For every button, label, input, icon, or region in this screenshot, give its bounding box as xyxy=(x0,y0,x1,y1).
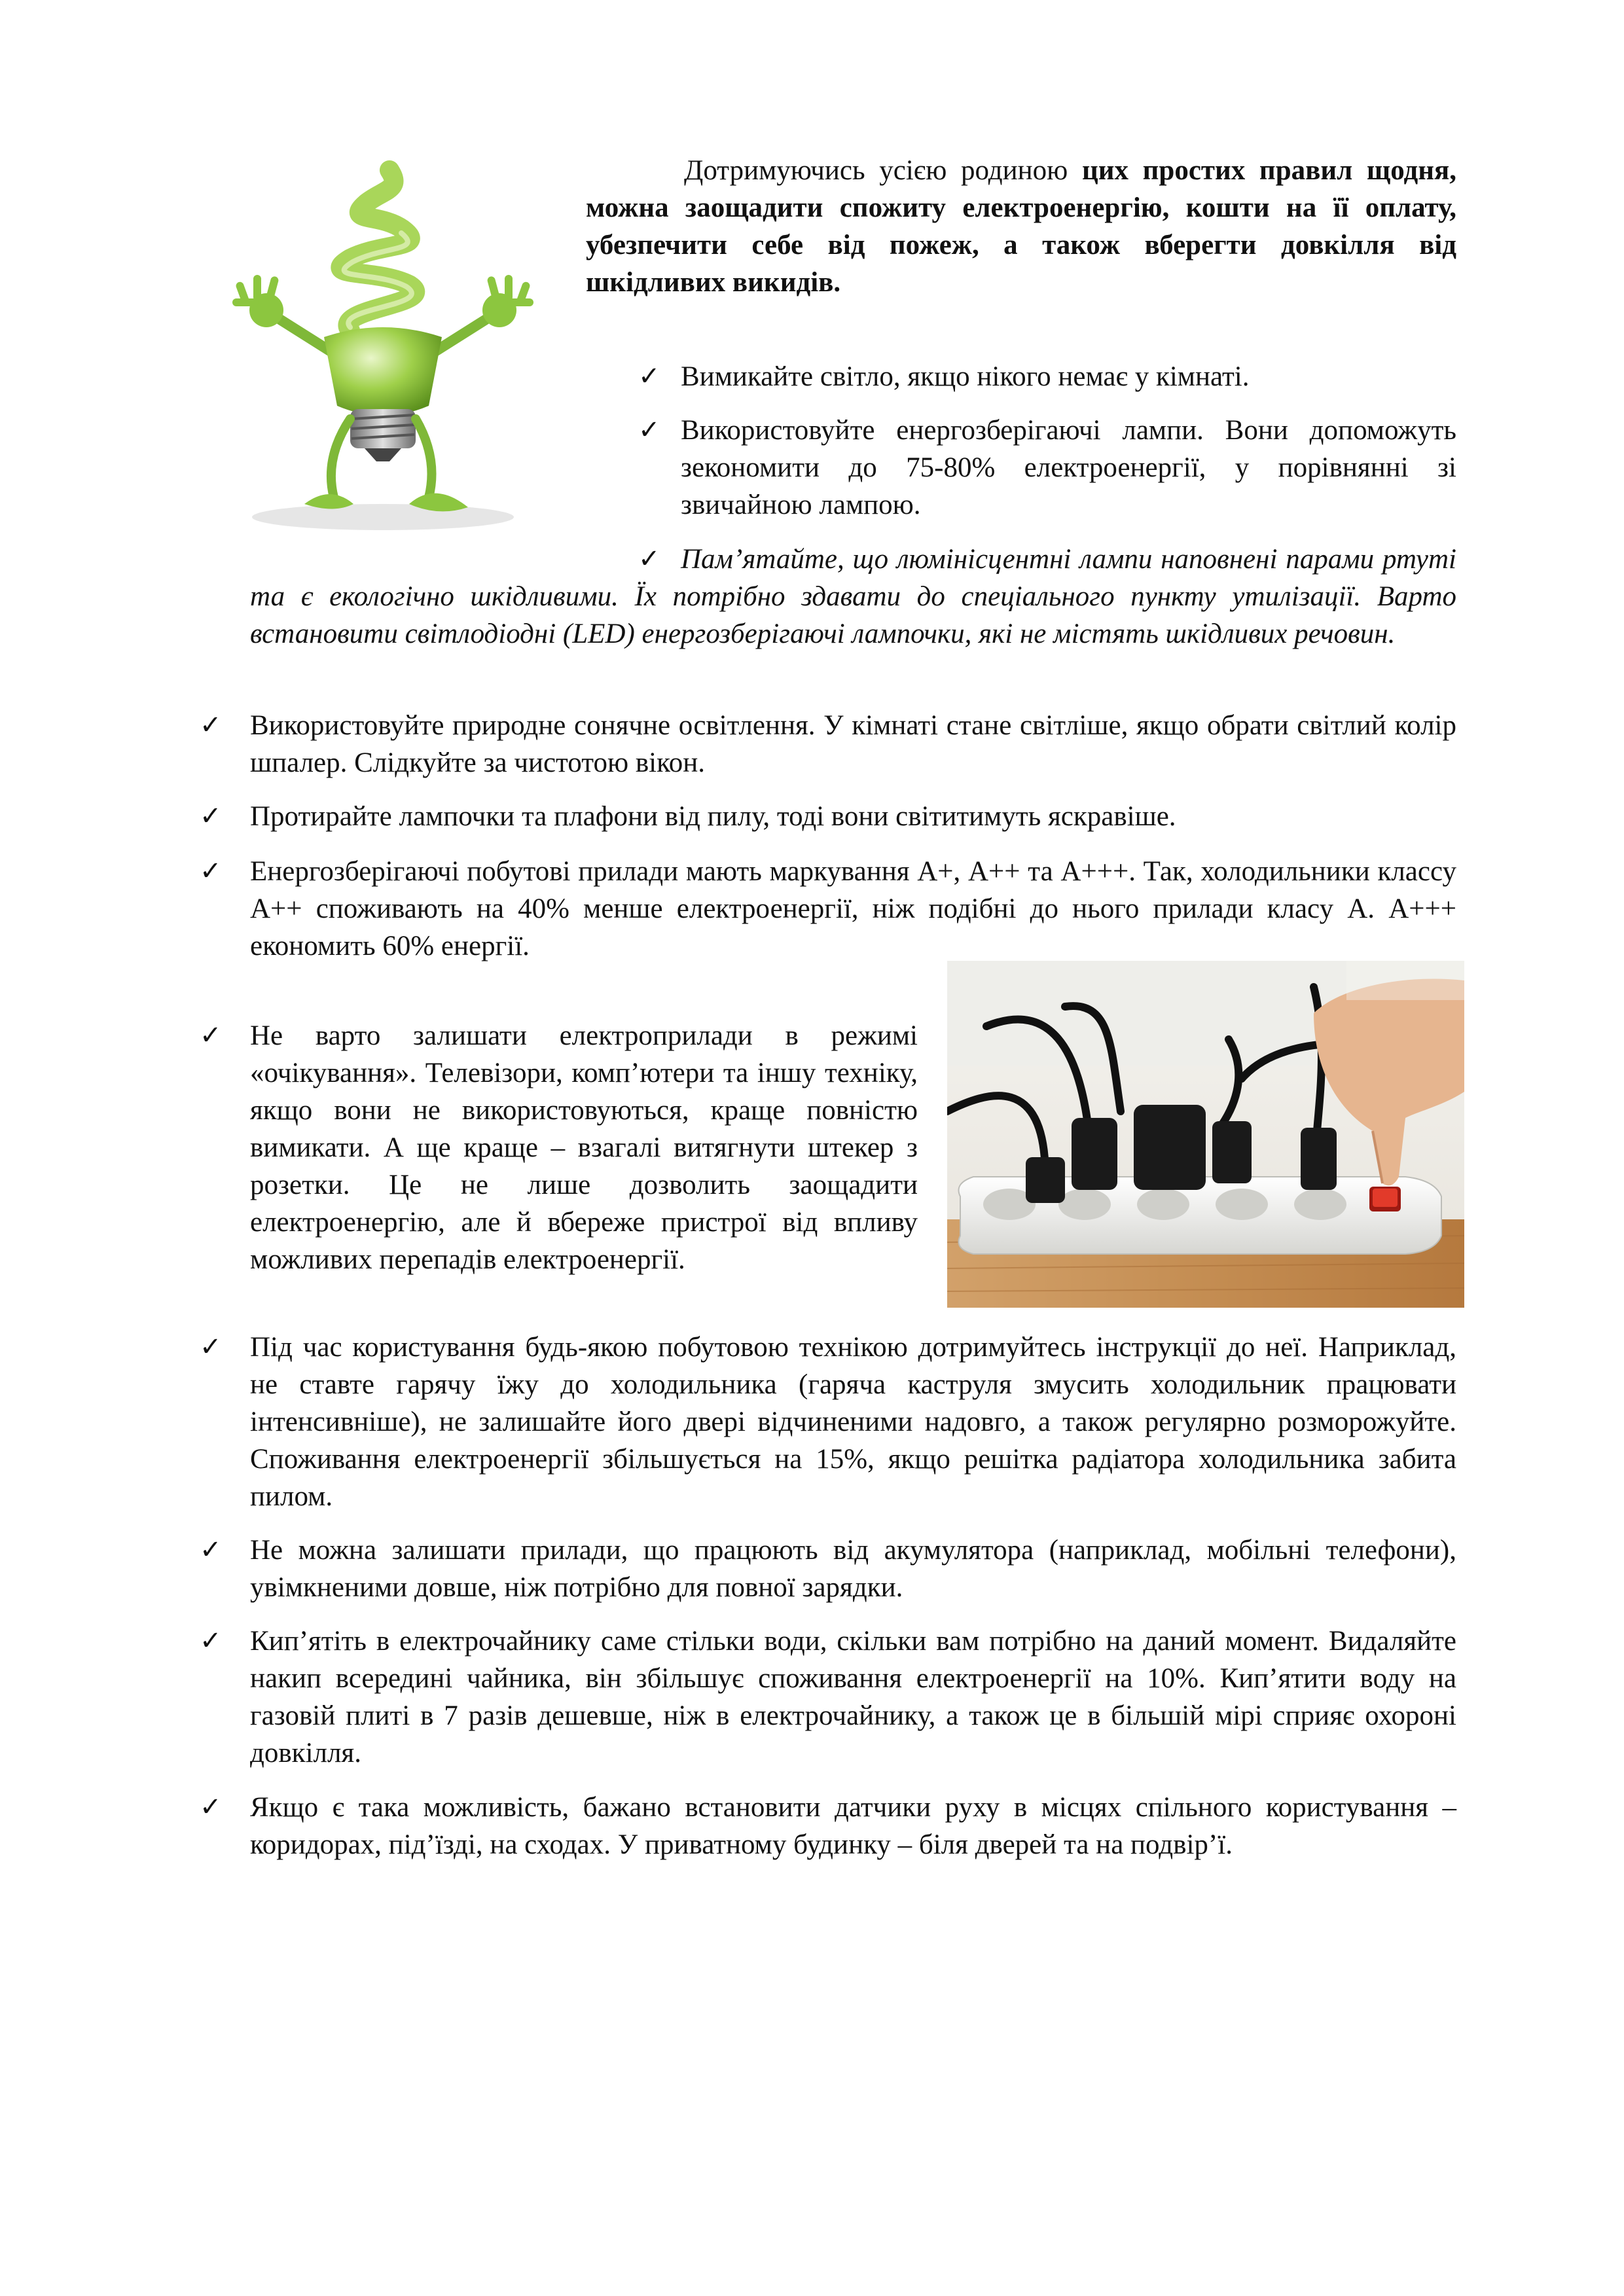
intro-bold-text: цих простих правил щодня, можна заощадити спожиту електроенергію, кошти на її оплату, убезпечити себе від пожеж, а також вберегти довкілля від шкідливих викидів. xyxy=(586,155,1456,298)
checkmark-icon: ✓ xyxy=(638,544,660,574)
power-strip-photo xyxy=(947,961,1464,1308)
intro-normal-text: Дотримуючись усією родиною xyxy=(684,155,1082,186)
list-item-text: Кип’ятіть в електрочайнику саме стільки води, скільки вам потрібно на даний момент. Видаляйте накип всередині чайника, він збільшує споживання електроенергії на 10%. Кип’ятити воду на газовій плиті в 7 разів дешевше, ніж в електрочайнику, а також це в більшій мірі сприяє охороні довкілля. xyxy=(250,1626,1456,1768)
list-item-text: Протирайте лампочки та плафони від пилу, тоді вони світитимуть яскравіше. xyxy=(250,801,1176,832)
intro-paragraph xyxy=(586,152,1456,301)
checkmark-icon: ✓ xyxy=(200,710,222,740)
list-item-text: Використовуйте природне сонячне освітлення. У кімнаті стане світліше, якщо обрати світлий колір шпалер. Слідкуйте за чистотою вікон. xyxy=(250,710,1456,778)
checkmark-icon: ✓ xyxy=(200,1020,222,1050)
checkmark-icon: ✓ xyxy=(200,1535,222,1565)
list-item-text: Не можна залишати прилади, що працюють від акумулятора (наприклад, мобільні телефони), увімкненими довше, ніж потрібно для повної зарядки. xyxy=(250,1535,1456,1603)
list-item-text: Пам’ятайте, що люмінісцентні лампи наповнені парами ртуті та є екологічно шкідливими. Їх потрібно здавати до спеціального пункту утилізації. Варто встановити світлодіодні (LED) енергозберігаючі лампочки, які не містять шкідливих речовин. xyxy=(250,544,1456,649)
list-item-text: Під час користування будь-якою побутовою технікою дотримуйтесь інструкції до неї. Наприклад, не ставте гарячу їжу до холодильника (гаряча каструля змусить холодильник працювати інтенсивніше), не залишайте його двері відчиненими надовго, а також регулярно розморожуйте. Споживання електроенергії збільшується на 15%, якщо решітка радіатора холодильника забита пилом. xyxy=(250,1332,1456,1512)
checkmark-icon: ✓ xyxy=(200,856,222,886)
list-item-text xyxy=(250,853,1456,965)
list-item-text: Вимикайте світло, якщо нікого немає у кімнаті. xyxy=(681,361,1250,392)
checkmark-icon: ✓ xyxy=(638,361,660,391)
checkmark-icon: ✓ xyxy=(200,1332,222,1362)
list-item-text-part: Енергозберігаючі побутові прилади мають маркування А+, А++ та А+++. Так, холодильники классу А++ споживають на 40% менше електроенергії, ніж подібні до нього прилади класу А. А+++ економить 60% енергії. xyxy=(250,856,1456,961)
list-item-text: Не варто залишати електроприлади в режимі «очікування». Телевізори, комп’ютери та іншу техніку, якщо вони не використовуються, краще повністю вимикати. А ще краще – взагалі витягнути штекер з розетки. Це не лише дозволить заощадити електроенергію, але й вбереже пристрої від впливу можливих перепадів електроенергії. xyxy=(250,1020,918,1275)
energy-saving-bulb-illustration xyxy=(193,151,560,537)
checkmark-icon: ✓ xyxy=(200,1792,222,1822)
checkmark-icon: ✓ xyxy=(200,1626,222,1656)
list-item-text: Використовуйте енергозберігаючі лампи. Вони допоможуть зекономити до 75-80% електроенергії, у порівнянні зі звичайною лампою. xyxy=(681,415,1456,520)
checkmark-icon: ✓ xyxy=(200,801,222,831)
list-item-text: Якщо є така можливість, бажано встановити датчики руху в місцях спільного користування – коридорах, під’їзді, на сходах. У приватному будинку – біля дверей та на подвір’ї. xyxy=(250,1792,1456,1860)
checkmark-icon: ✓ xyxy=(638,415,660,445)
